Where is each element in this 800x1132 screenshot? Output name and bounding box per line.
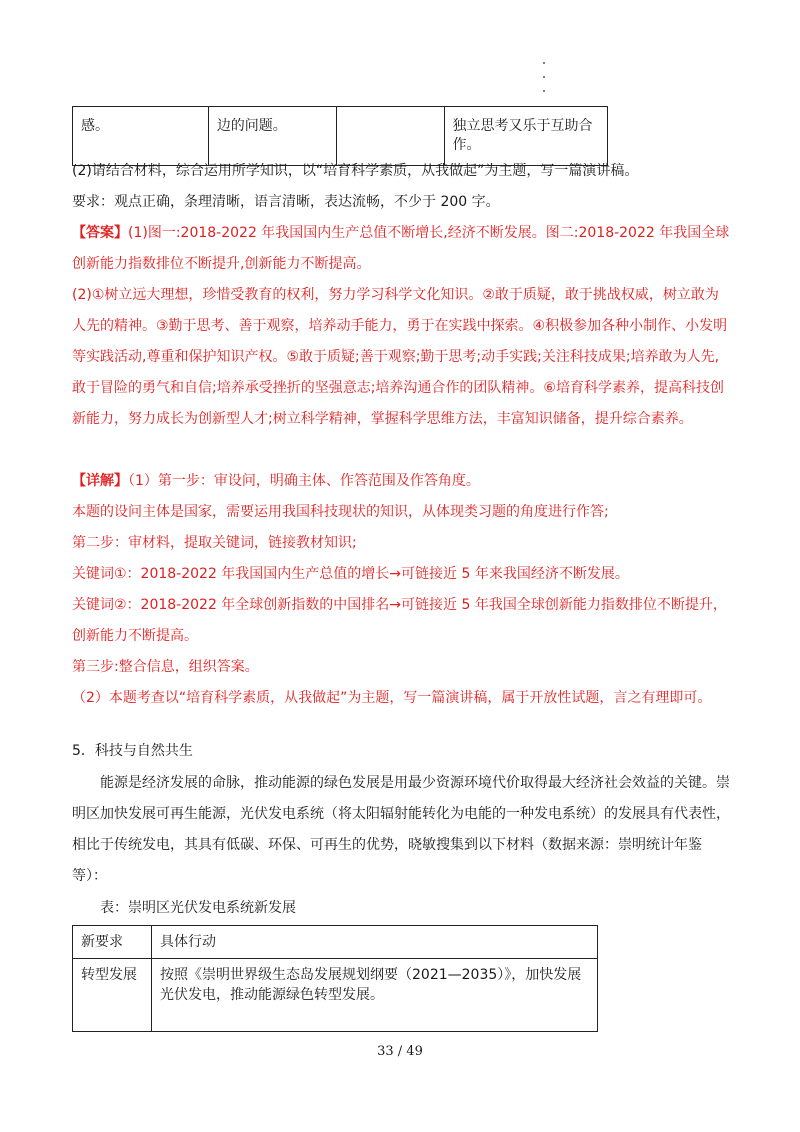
detail-text-1: （1）第一步：审设问，明确主体、作答范围及作答角度。 [128, 473, 480, 489]
table-caption: 表：崇明区光伏发电系统新发展 [100, 900, 296, 916]
answer-part-1 [72, 218, 732, 280]
answer-part-2: (2)①树立远大理想，珍惜受教育的权利，努力学习科学文化知识。②敢于质疑，敢于挑战权威，树立敢为人先的精神。③勤于思考、善于观察，培养动手能力，勇于在实践中探索。④积极参加各种小制作、小发明等实践活动,尊重和保护知识产权。⑤敢于质疑;善于观察;勤于思考;动手实践;关注科技成果;培养敢为人先,敢于冒险的勇气和自信;培养承受挫折的坚强意志;培养沟通合作的团队精神。⑥培育科学素养，提高科技创新能力，努力成长为创新型人才;树立科学精神，掌握科学思维方法，丰富知识储备，提升综合素养。 [72, 287, 728, 427]
answer-tag: 【答案】 [72, 225, 128, 241]
table-header-cell: 新要求 [73, 926, 152, 959]
detail-line: 关键词②：2018-2022 年全球创新指数的中国排名→可链接近 5 年我国全球创新能力指数排位不断提升，创新能力不断提高。 [72, 597, 727, 644]
detail-line: 关键词①：2018-2022 年我国国内生产总值的增长→可链接近 5 年来我国经济不断发展。 [72, 566, 629, 582]
detail-line [72, 466, 732, 497]
detail-block [72, 466, 732, 714]
section-title: 5．科技与自然共生 [72, 743, 193, 759]
answer-block [72, 218, 732, 435]
detail-line: 本题的设问主体是国家，需要运用我国科技现状的知识，从体现类习题的角度进行作答; [72, 504, 609, 520]
actions-table [72, 925, 598, 1032]
table-header-cell: 具体行动 [152, 926, 598, 959]
table-cell: 感。 [73, 107, 209, 166]
table-row [73, 926, 598, 959]
table-cell: 转型发展 [73, 959, 152, 1032]
detail-line: 第二步：审材料，提取关键词，链接教材知识; [72, 535, 357, 551]
question-requirement: 要求：观点正确，条理清晰，语言清晰，表达流畅，不少于 200 字。 [72, 194, 500, 210]
detail-line: 第三步:整合信息，组织答案。 [72, 659, 259, 675]
table-row [73, 959, 598, 1032]
answer-text-1: (1)图一:2018-2022 年我国国内生产总值不断增长,经济不断发展。图二:2018-2022 年我国全球创新能力指数排位不断提升,创新能力不断提高。 [72, 225, 730, 272]
detail-tag: 【详解】 [72, 473, 128, 489]
page-number: 33 / 49 [377, 1044, 423, 1059]
question-2: (2)请结合材料，综合运用所学知识，以“培育科学素质，从我做起”为主题，写一篇演讲稿。 [72, 163, 639, 179]
table-cell: 独立思考又乐于互助合作。 [444, 107, 607, 166]
question-block [72, 156, 732, 218]
table-cell: 按照《崇明世界级生态岛发展规划纲要（2021—2035）》，加快发展光伏发电，推动能源绿色转型发展。 [152, 959, 598, 1032]
section-paragraph: 能源是经济发展的命脉，推动能源的绿色发展是用最少资源环境代价取得最大经济社会效益的关键。崇明区加快发展可再生能源，光伏发电系统（将太阳辐射能转化为电能的一种发电系统）的发展具有代表性，相比于传统发电，其具有低碳、环保、可再生的优势，晓敏搜集到以下材料（数据来源：崇明统计年鉴等）： [72, 775, 730, 884]
corner-dots [541, 62, 547, 104]
detail-line: （2）本题考查以“培育科学素质，从我做起”为主题，写一篇演讲稿，属于开放性试题，言之有理即可。 [72, 690, 712, 706]
table-cell: 边的问题。 [208, 107, 336, 166]
